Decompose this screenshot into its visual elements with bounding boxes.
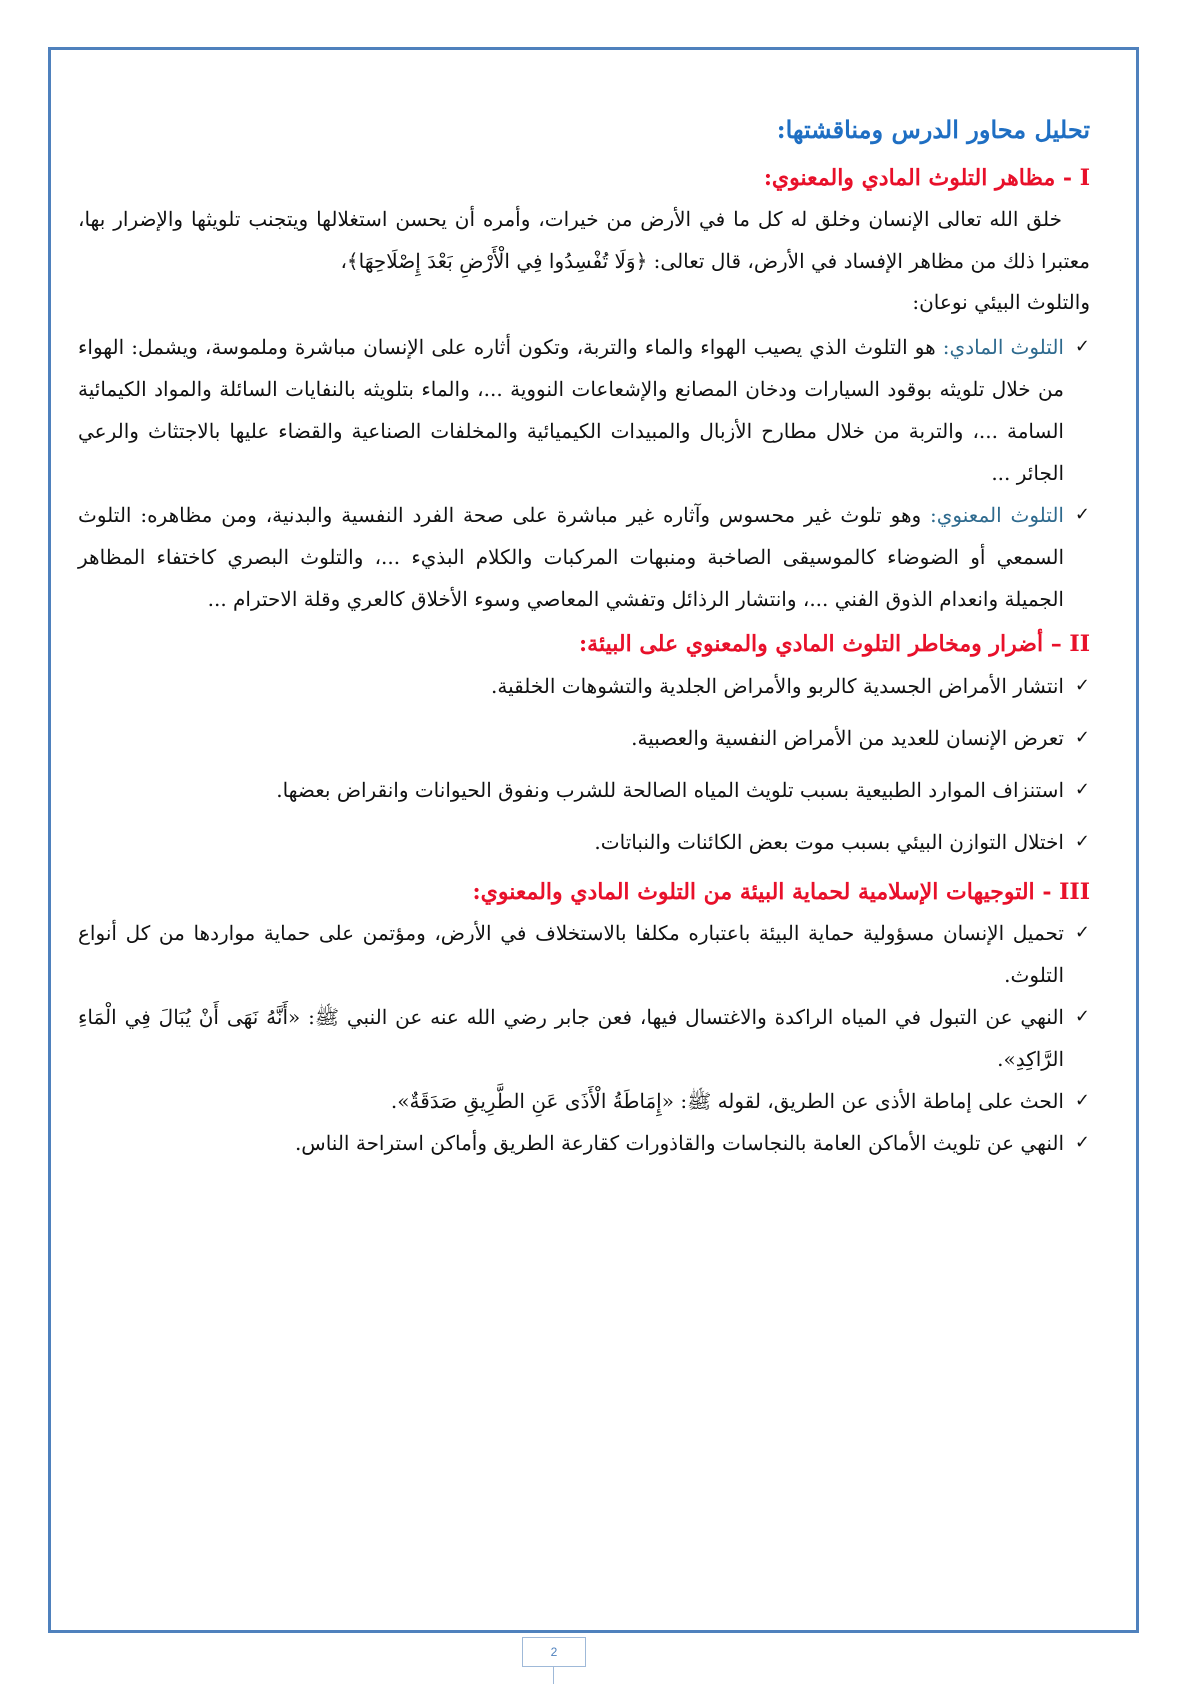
section-1-list: [78, 326, 1090, 620]
check-icon: ✓: [1074, 831, 1090, 852]
list-item: [78, 494, 1090, 620]
check-icon: ✓: [1074, 336, 1090, 357]
main-title: تحليل محاور الدرس ومناقشتها:: [776, 115, 1090, 144]
list-item: [78, 716, 1090, 760]
check-icon: ✓: [1074, 504, 1090, 525]
list-item-text: اختلال التوازن البيئي بسبب موت بعض الكائنات والنباتات.: [594, 830, 1064, 854]
list-item: [78, 326, 1090, 494]
list-item: [78, 664, 1090, 708]
check-icon: ✓: [1074, 1090, 1090, 1111]
section-1-intro-end: والتلوث البيئي نوعان:: [912, 290, 1090, 314]
section-1-intro: خلق الله تعالى الإنسان وخلق له كل ما في الأرض من خيرات، وأمره أن يحسن استغلالها ويتجنب تلويثها والإضرار بها، معتبرا ذلك من مظاهر الإفساد في الأرض، قال تعالى: ﴿وَلَا تُفْسِدُوا فِي الْأَرْضِ بَعْدَ إِصْلَاحِهَا﴾،: [78, 207, 1090, 273]
list-item-text: انتشار الأمراض الجسدية كالربو والأمراض الجلدية والتشوهات الخلقية.: [490, 674, 1064, 698]
term-label: التلوث المادي:: [942, 335, 1064, 359]
check-icon: ✓: [1074, 779, 1090, 800]
list-item-text: هو التلوث الذي يصيب الهواء والماء والتربة، وتكون أثاره على الإنسان مباشرة وملموسة، ويشمل: الهواء من خلال تلويثه بوقود السيارات ودخان المصانع والإشعاعات النووية ...، والماء بتلويثه بالنفايات السائلة والمواد الكيمائية السامة ...، والتربة من خلال مطارح الأزبال والمبيدات الكيميائية والمخلفات الصناعية والقضاء عليها بالاجتثاث والرعي الجائر ...: [78, 335, 1064, 485]
list-item: [78, 996, 1090, 1080]
page-number-tick: [553, 1667, 554, 1684]
list-item-text: وهو تلوث غير محسوس وآثاره غير مباشرة على صحة الفرد النفسية والبدنية، ومن مظاهره: التلوث السمعي أو الضوضاء كالموسيقى الصاخبة ومنبهات المركبات والكلام البذيء ...، والتلوث البصري كاختفاء المظاهر الجميلة وانعدام الذوق الفني ...، وانتشار الرذائل وتفشي المعاصي وسوء الأخلاق كالعري وقلة الاحترام ...: [78, 503, 1064, 611]
section-heading-2: II – أضرار ومخاطر التلوث المادي والمعنوي على البيئة:: [579, 631, 1090, 657]
section-2-list: [78, 664, 1090, 864]
section-heading-3: III - التوجيهات الإسلامية لحماية البيئة من التلوث المادي والمعنوي:: [472, 879, 1090, 905]
list-item-text: تحميل الإنسان مسؤولية حماية البيئة باعتباره مكلفا بالاستخلاف في الأرض، ومؤتمن على حماية مواردها من كل أنواع التلوث.: [78, 921, 1064, 987]
page-number: 2: [522, 1637, 586, 1667]
list-item-text: النهي عن التبول في المياه الراكدة والاغتسال فيها، فعن جابر رضي الله عنه عن النبي ﷺ: «أَنَّهُ نَهَى أَنْ يُبَالَ فِي الْمَاءِ الرَّاكِدِ».: [78, 1005, 1064, 1071]
check-icon: ✓: [1074, 727, 1090, 748]
list-item: [78, 912, 1090, 996]
check-icon: ✓: [1074, 1006, 1090, 1027]
section-3-list: [78, 912, 1090, 1164]
section-heading-1: I - مظاهر التلوث المادي والمعنوي:: [763, 165, 1090, 191]
check-icon: ✓: [1074, 1132, 1090, 1153]
list-item: [78, 1080, 1090, 1122]
check-icon: ✓: [1074, 675, 1090, 696]
term-label: التلوث المعنوي:: [930, 503, 1064, 527]
list-item: [78, 820, 1090, 864]
list-item-text: استنزاف الموارد الطبيعية بسبب تلويث المياه الصالحة للشرب ونفوق الحيوانات وانقراض بعضها.: [276, 778, 1064, 802]
document-body: [78, 108, 1090, 1168]
list-item-text: تعرض الإنسان للعديد من الأمراض النفسية والعصبية.: [631, 726, 1064, 750]
list-item: [78, 1122, 1090, 1164]
list-item: [78, 768, 1090, 812]
list-item-text: الحث على إماطة الأذى عن الطريق، لقوله ﷺ: «إِمَاطَةُ الْأَذَى عَنِ الطَّرِيقِ صَدَقَةٌ».: [390, 1089, 1064, 1113]
list-item-text: النهي عن تلويث الأماكن العامة بالنجاسات والقاذورات كقارعة الطريق وأماكن استراحة الناس.: [294, 1131, 1064, 1155]
check-icon: ✓: [1074, 922, 1090, 943]
